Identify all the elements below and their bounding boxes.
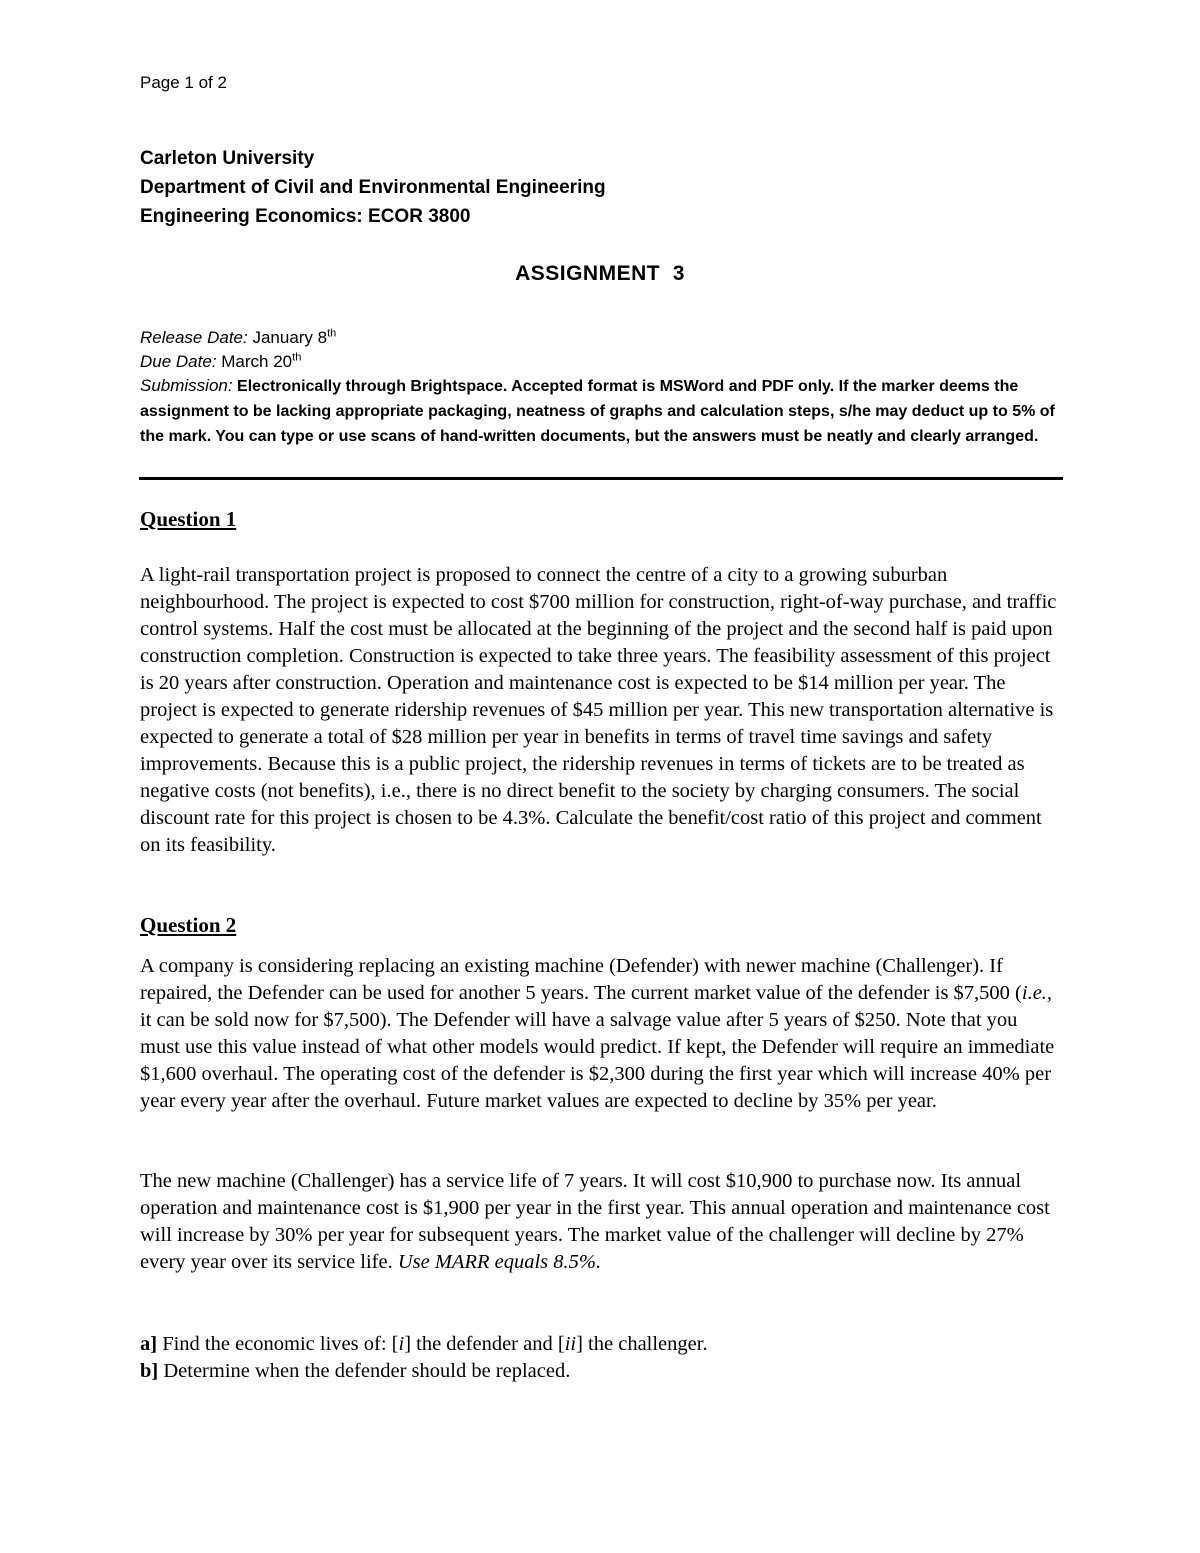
question-1-text: A light-rail transportation project is proposed to connect the centre of a city to a growing suburban neighbourhood. The project is expected to cost $700 million for construction, right-of-way purchase, and traffic control systems. Half the cost must be allocated at the beginning of the project and the second half is paid upon construction completion. Construction is expected to take three years. The feasibility assessment of this project is 20 years after construction. Operation and maintenance cost is expected to be $14 million per year. The project is expected to generate ridership revenues of $45 million per year. This new transportation alternative is expected to generate a total of $28 million per year in benefits in terms of travel time savings and safety improvements. Because this is a public project, the ridership revenues in terms of tickets are to be treated as negative costs (not benefits), i.e., there is no direct benefit to the society by charging consumers. The social discount rate for this project is chosen to be 4.3%. Calculate the benefit/cost ratio of this project and comment on its feasibility.: [140, 564, 1057, 856]
part-a-ii: ii: [564, 1333, 577, 1355]
submission-text: Electronically through Brightspace. Accepted format is MSWord and PDF only. If the marker deems the assignment to be lacking appropriate packaging, neatness of graphs and calculation steps, s/he may deduct up to 5% of the mark. You can type or use scans of hand-written documents, but the answers must be neatly and clearly arranged.: [140, 378, 1055, 445]
release-date: [140, 326, 1065, 350]
question-2-paragraph-2: [140, 1168, 1062, 1276]
due-date: [140, 350, 1065, 374]
question-2-paragraph-1: [140, 953, 1062, 1115]
university-name: Carleton University: [140, 148, 315, 169]
release-date-value: January 8: [247, 328, 328, 347]
question-2-heading: Question 2: [140, 913, 237, 937]
question-2-ie: i.e.,: [1021, 982, 1053, 1004]
part-a-label: a]: [140, 1333, 158, 1355]
submission-label: Submission:: [140, 376, 233, 395]
course-name: Engineering Economics: ECOR 3800: [140, 206, 471, 227]
assignment-meta: [140, 326, 1065, 449]
question-2-part-b: [140, 1358, 1062, 1385]
part-a-text-1: Find the economic lives of: [: [157, 1333, 399, 1355]
submission-info: [140, 374, 1065, 449]
part-b-label: b]: [140, 1360, 159, 1382]
question-2-p1-end: it can be sold now for $7,500). The Defender will have a salvage value after 5 years of $250. Note that you must use this value instead of what other models would predict. If kept, the Defender will require an immediate $1,600 overhaul. The operating cost of the defender is $2,300 during the first year which will increase 40% per year every year after the overhaul. Future market values are expected to decline by 35% per year.: [140, 1009, 1055, 1112]
part-b-text: Determine when the defender should be replaced.: [158, 1360, 571, 1382]
part-a-i: i: [398, 1333, 405, 1355]
due-date-value: March 20: [216, 352, 293, 371]
assignment-title: ASSIGNMENT 3: [515, 262, 685, 285]
due-date-suffix: th: [292, 351, 302, 364]
question-1-heading: Question 1: [140, 507, 237, 531]
part-a-text-3: ] the challenger.: [576, 1333, 708, 1355]
part-a-text-2: ] the defender and [: [404, 1333, 565, 1355]
release-date-label: Release Date:: [140, 328, 248, 347]
department-name: Department of Civil and Environmental Engineering: [140, 177, 606, 198]
release-date-suffix: th: [327, 327, 337, 340]
question-2-parts: [140, 1331, 1062, 1385]
question-2-marr: Use MARR equals 8.5%.: [392, 1251, 602, 1273]
question-2-part-a: [140, 1331, 1062, 1358]
header-divider: [139, 477, 1063, 480]
page-number: Page 1 of 2: [140, 73, 227, 92]
document-header: [140, 144, 606, 231]
due-date-label: Due Date:: [140, 352, 217, 371]
question-2-p2-text: The new machine (Challenger) has a service life of 7 years. It will cost $10,900 to purchase now. Its annual operation and maintenance cost is $1,900 per year in the first year. This annual operation and maintenance cost will increase by 30% per year for subsequent years. The market value of the challenger will decline by 27% every year over its service life.: [140, 1170, 1050, 1273]
question-2-p1-start: A company is considering replacing an existing machine (Defender) with newer machine (Challenger). If repaired, the Defender can be used for another 5 years. The current market value of the defender is $7,500 (: [140, 955, 1022, 1004]
